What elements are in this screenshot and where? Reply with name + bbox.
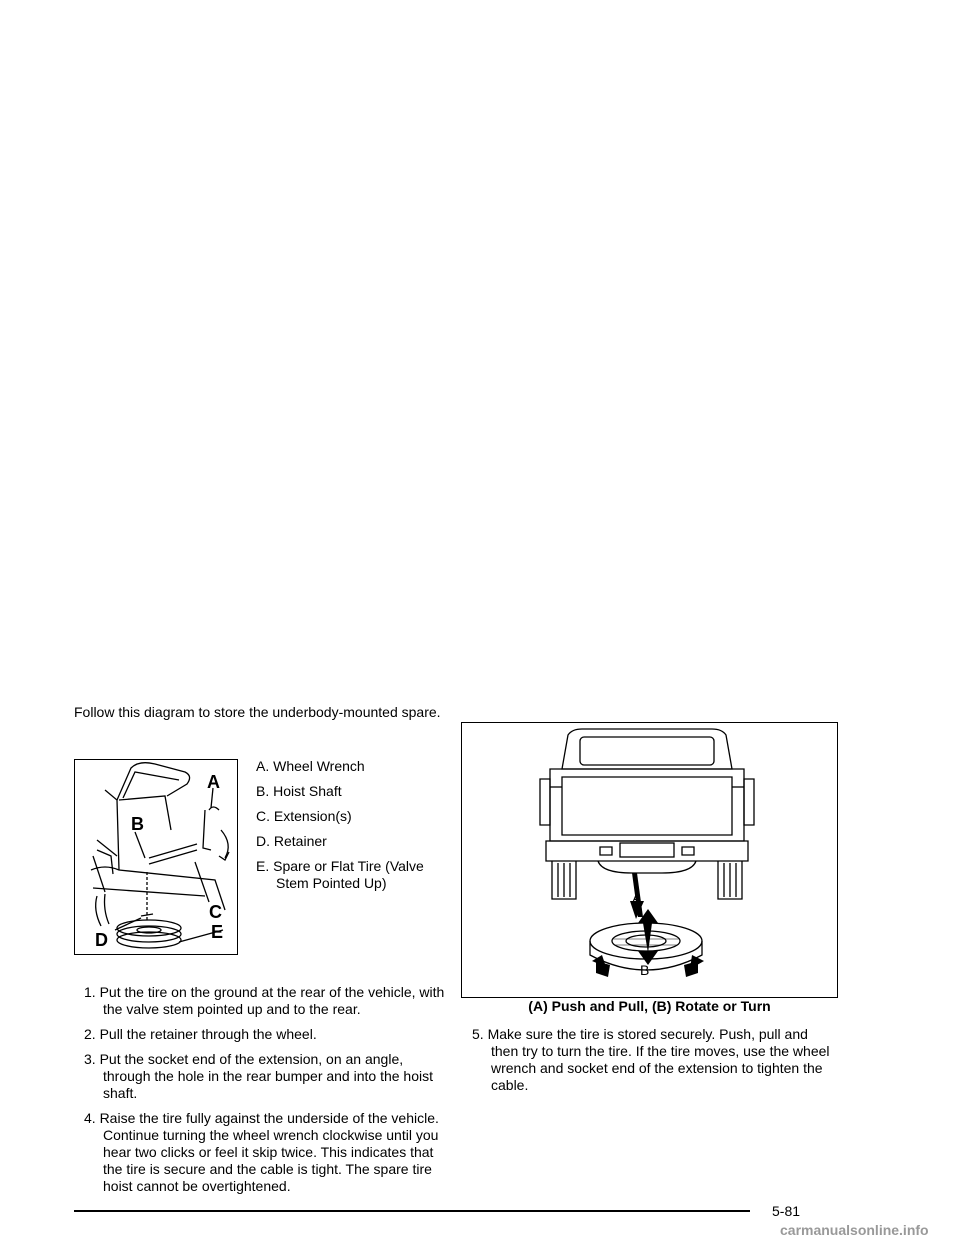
step-4: 4. Raise the tire fully against the underside of the vehicle. Continue turning the wheel wrench clockwise until you hear two clicks or feel it skip twice. This indicates that the tire is secure and the cable is tight. The spare tire hoist cannot be overtightened. [84,1110,439,1194]
figure-caption: (A) Push and Pull, (B) Rotate or Turn [528,998,771,1014]
tire-check-illustration [462,723,838,998]
label-b: B [131,814,144,834]
step-2: 2. Pull the retainer through the wheel. [84,1026,317,1042]
step-3: 3. Put the socket end of the extension, on an angle, through the hole in the rear bumper and into the hoist shaft. [84,1051,433,1101]
legend-item: B. Hoist Shaft [256,783,342,799]
instruction-steps-continued [462,1026,838,1102]
spare-storage-illustration [75,760,238,955]
tire-check-diagram [461,722,838,998]
legend-item: E. Spare or Flat Tire (Valve Stem Pointed Up) [256,858,424,891]
diagram-legend [256,758,446,900]
footer-rule [74,1210,750,1212]
label-e: E [211,922,224,942]
watermark: carmanualsonline.info [780,1222,929,1238]
label-a: A [207,772,220,792]
legend-item: D. Retainer [256,833,327,849]
step-1: 1. Put the tire on the ground at the rear of the vehicle, with the valve stem pointed up and to the rear. [84,984,445,1017]
instruction-steps [74,984,446,1203]
page-number: 5-81 [772,1203,801,1219]
label-c: C [209,902,222,922]
label-b: B [640,962,650,978]
intro-paragraph: Follow this diagram to store the underbody-mounted spare. [74,704,441,720]
legend-item: C. Extension(s) [256,808,352,824]
label-d: D [95,930,108,950]
step-5: 5. Make sure the tire is stored securely. Push, pull and then try to turn the tire. If the tire moves, use the wheel wrench and socket end of the extension to tighten the cable. [472,1026,830,1093]
spare-storage-diagram [74,759,238,955]
label-a: A [632,890,642,906]
legend-item: A. Wheel Wrench [256,758,365,774]
